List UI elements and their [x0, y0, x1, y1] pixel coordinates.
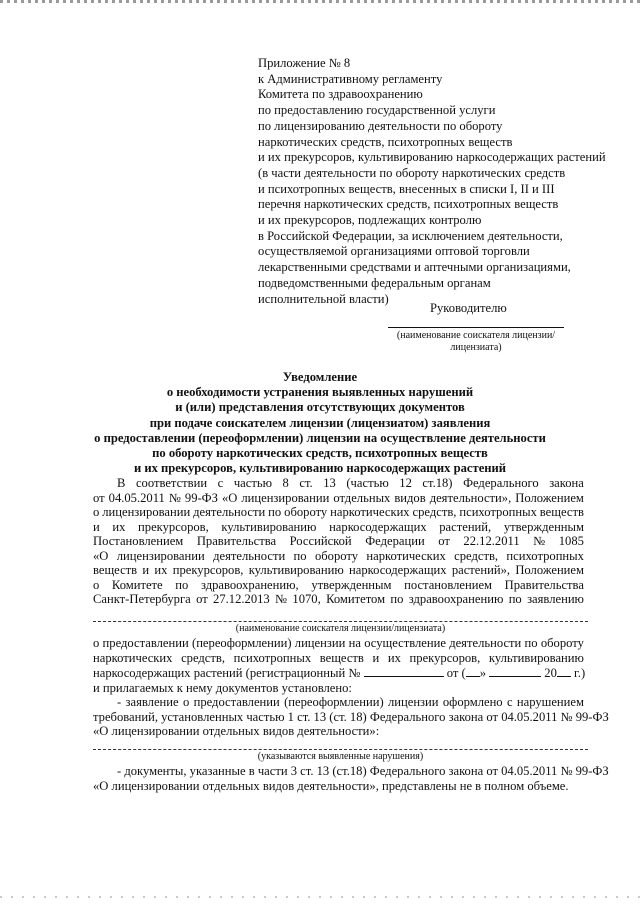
paragraph-line: наркотических средств, психотропных веществ и их прекурсоров, культивированию	[93, 650, 584, 665]
title-line: и (или) представления отсутствующих документов	[175, 400, 465, 415]
date-quote: »	[479, 666, 486, 680]
addressee-caption-line: (наименование соискателя лицензии/	[396, 330, 556, 341]
paragraph-line: веществ и их прекурсоров, культивированию наркосодержащих растений», Положением	[93, 563, 584, 577]
date-month-blank	[489, 665, 541, 677]
title-line: о необходимости устранения выявленных нарушений	[166, 385, 474, 400]
appendix-line: Приложение № 8	[258, 56, 351, 70]
paragraph-line: от 04.05.2011 № 99-ФЗ «О лицензировании отдельных видов деятельности», Положением	[93, 490, 584, 505]
paragraph-findings	[93, 636, 609, 739]
appendix-line: Комитета по здравоохранению	[258, 87, 423, 102]
title-line: при подаче соискателем лицензии (лицензиатом) заявления	[149, 415, 491, 430]
paragraph-line: о лицензировании деятельности по обороту наркотических средств, психотропных веществ	[93, 505, 584, 519]
registration-line	[93, 665, 584, 681]
appendix-line: наркотических средств, психотропных веществ	[258, 134, 513, 149]
appendix-header	[258, 56, 606, 307]
paragraph-line: о предоставлении (переоформлении) лицензии на осуществление деятельности по обороту	[93, 636, 584, 650]
addressee-head: Руководителю	[430, 301, 507, 315]
applicant-name-field-line	[93, 621, 588, 622]
title-line: и их прекурсоров, культивированию наркосодержащих растений	[133, 461, 507, 476]
paragraph-line: В соответствии с частью 8 ст. 13 (частью 12 ст.18) Федерального закона	[117, 476, 584, 490]
registration-number-blank	[364, 665, 444, 677]
appendix-line: к Административному регламенту	[258, 71, 443, 86]
appendix-line: по лицензированию деятельности по обороту	[258, 118, 503, 133]
appendix-line: по предоставлению государственной услуги	[258, 103, 496, 118]
paragraph-line: «О лицензировании деятельности по обороту наркотических средств, психотропных	[93, 548, 584, 563]
violations-caption: (указываются выявленные нарушения)	[257, 751, 424, 762]
paragraph-line: - документы, указанные в части 3 ст. 13 (ст.18) Федерального закона от 04.05.2011 № 99-ФЗ	[117, 764, 609, 778]
addressee-signature-line	[388, 327, 564, 328]
date-day-blank	[466, 665, 480, 677]
scan-bottom-edge	[0, 896, 640, 898]
paragraph-line: и их прекурсоров, культивированию наркосодержащих растений, утвержденным	[93, 519, 584, 534]
notice-title	[0, 370, 640, 476]
paragraph-line: «О лицензировании отдельных видов деятельности»:	[93, 724, 380, 738]
date-year-blank	[557, 665, 571, 677]
appendix-line: перечня наркотических средств, психотропных веществ	[258, 197, 559, 212]
date-year-prefix: 20	[544, 666, 557, 680]
appendix-line: лекарственными средствами и аптечными организациями,	[258, 260, 571, 275]
registration-label: наркосодержащих растений (регистрационный №	[93, 666, 361, 680]
appendix-line: и их прекурсоров, подлежащих контролю	[258, 213, 482, 228]
date-year-suffix: г.)	[574, 666, 586, 680]
paragraph-line: Постановлением Правительства Российской Федерации от 22.12.2011 № 1085	[93, 534, 584, 548]
appendix-line: и их прекурсоров, культивированию наркосодержащих растений	[258, 150, 606, 165]
title-line: Уведомление	[282, 370, 358, 384]
paragraph-line: «О лицензировании отдельных видов деятельности», представлены не в полном объеме.	[93, 778, 569, 793]
title-line: по обороту наркотических средств, психотропных веществ	[152, 446, 488, 461]
appendix-line: в Российской Федерации, за исключением деятельности,	[258, 228, 563, 243]
paragraph-line: о Комитете по здравоохранению, утвержденным постановлением Правительства	[93, 577, 584, 592]
title-line: о предоставлении (переоформлении) лицензии на осуществление деятельности	[94, 430, 546, 445]
paragraph-line: - заявление о предоставлении (переоформлении) лицензии оформлено с нарушением	[117, 695, 584, 709]
addressee-caption-line: лицензиата)	[450, 342, 502, 353]
appendix-line: и психотропных веществ, внесенных в списки I, II и III	[258, 181, 555, 196]
paragraph-legal-basis	[93, 476, 584, 607]
appendix-line: осуществляемой организациями оптовой торговли	[258, 244, 530, 259]
paragraph-documents	[93, 764, 609, 793]
scan-top-edge	[0, 0, 640, 3]
paragraph-line: и прилагаемых к нему документов установлено:	[93, 680, 352, 695]
appendix-line: (в части деятельности по обороту наркотических средств	[258, 165, 566, 180]
date-from-label: от (	[446, 666, 466, 680]
addressee-caption	[380, 330, 572, 354]
violations-field-line	[93, 749, 588, 750]
paragraph-line: требований, установленных частью 1 ст. 13 (ст. 18) Федерального закона от 04.05.2011 № 99-ФЗ	[93, 709, 609, 724]
paragraph-line: Санкт-Петербурга от 27.12.2013 № 1070, Комитетом по здравоохранению по заявлению	[93, 592, 584, 606]
applicant-name-caption: (наименование соискателя лицензии/лицензиата)	[235, 623, 446, 634]
appendix-line: исполнительной власти)	[258, 291, 389, 306]
appendix-line: подведомственными федеральным органам	[258, 275, 491, 290]
